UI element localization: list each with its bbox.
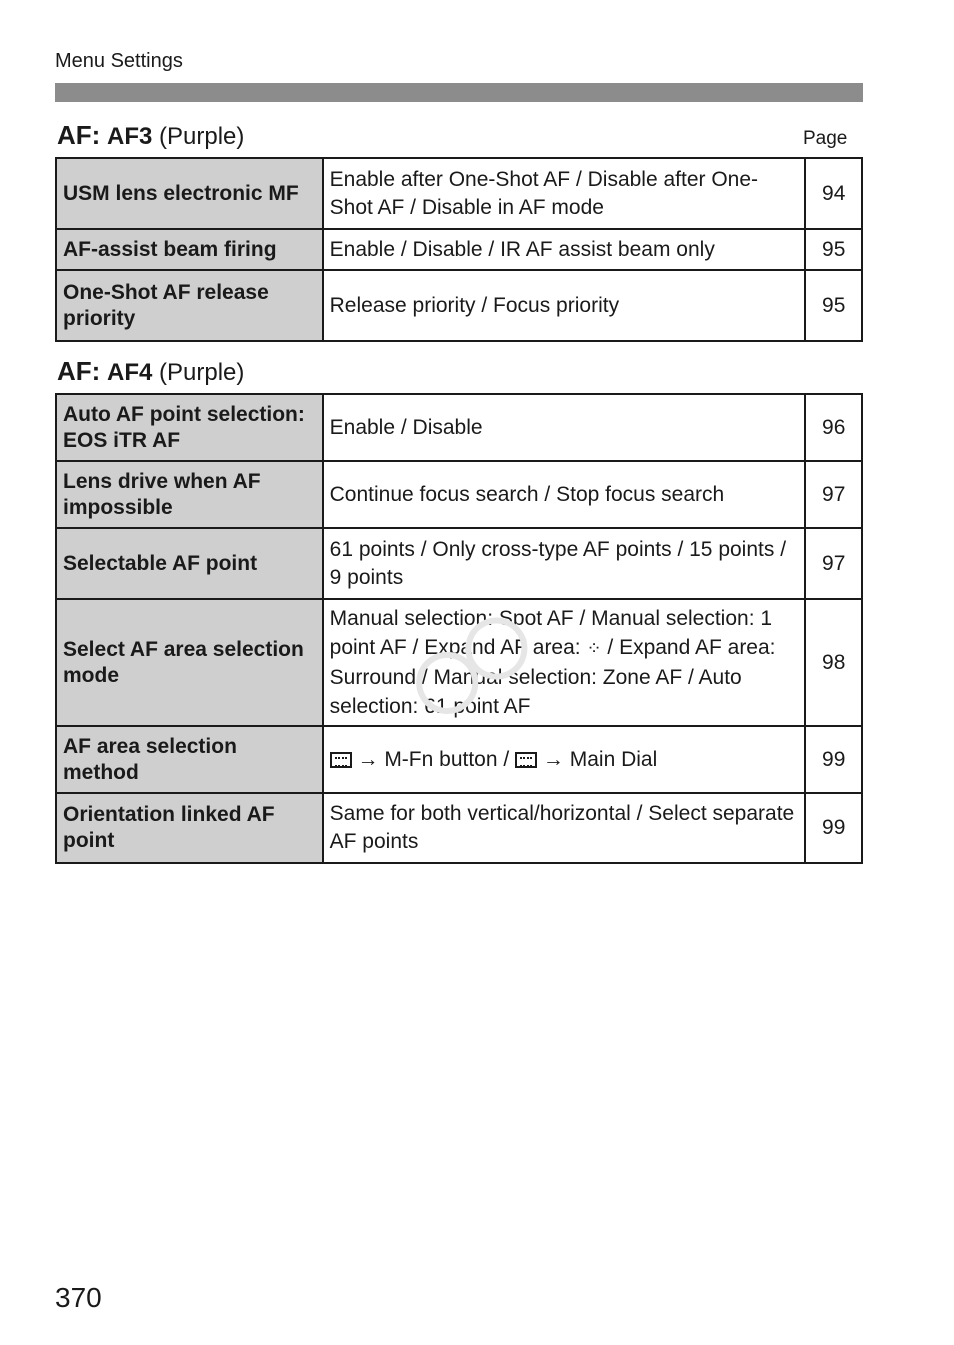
setting-name: Select AF area selection mode (56, 599, 323, 726)
setting-options: Enable / Disable (323, 394, 806, 461)
setting-options: Same for both vertical/horizontal / Select separate AF points (323, 793, 806, 863)
af-tab-icon: AF: (57, 120, 101, 150)
page-column-label: Page (803, 128, 848, 149)
setting-name: Orientation linked AF point (56, 793, 323, 863)
setting-name: AF-assist beam firing (56, 229, 323, 270)
af-area-select-button-icon (330, 752, 352, 768)
section-title-af4 (57, 356, 244, 387)
table-row (56, 726, 862, 793)
page-ref: 97 (805, 461, 862, 528)
setting-name: AF area selection method (56, 726, 323, 793)
section-color-label: (Purple) (159, 359, 245, 386)
section-title-af3 (57, 120, 244, 151)
expand-af-area-icon: ⁘ (586, 638, 602, 658)
page-ref: 99 (805, 726, 862, 793)
page-ref: 97 (805, 528, 862, 599)
options-text: → Main Dial (542, 747, 658, 771)
af4-settings-table (55, 393, 863, 864)
options-text: / Expand AF area: Surround / Manual selection: Zone AF / Auto selection: 61 point AF (329, 636, 776, 718)
af-area-select-button-icon (515, 752, 537, 768)
options-text: → M-Fn button / (357, 747, 516, 771)
table-row (56, 158, 862, 229)
af3-settings-table (55, 157, 863, 342)
page-ref: 95 (805, 229, 862, 270)
page-ref: 94 (805, 158, 862, 229)
header-bar (55, 83, 863, 102)
setting-options: Release priority / Focus priority (323, 270, 806, 341)
page-ref: 99 (805, 793, 862, 863)
setting-options: 61 points / Only cross-type AF points / 15 points / 9 points (323, 528, 806, 599)
setting-options (323, 599, 806, 726)
section-name: AF4 (107, 359, 153, 386)
table-row (56, 229, 862, 270)
table-row (56, 528, 862, 599)
setting-name: One-Shot AF release priority (56, 270, 323, 341)
page-ref: 95 (805, 270, 862, 341)
page-ref: 96 (805, 394, 862, 461)
section-name: AF3 (107, 123, 153, 150)
setting-name: USM lens electronic MF (56, 158, 323, 229)
table-row (56, 461, 862, 528)
page-ref: 98 (805, 599, 862, 726)
setting-name: Lens drive when AF impossible (56, 461, 323, 528)
section-color-label: (Purple) (159, 123, 245, 150)
setting-name: Auto AF point selection: EOS iTR AF (56, 394, 323, 461)
table-row (56, 793, 862, 863)
table-row (56, 394, 862, 461)
table-row (56, 270, 862, 341)
running-header: Menu Settings (55, 50, 183, 72)
setting-options: Enable / Disable / IR AF assist beam only (323, 229, 806, 270)
setting-options: Continue focus search / Stop focus search (323, 461, 806, 528)
setting-options (323, 726, 806, 793)
page-number: 370 (55, 1282, 102, 1313)
setting-name: Selectable AF point (56, 528, 323, 599)
table-row (56, 599, 862, 726)
options-text: Manual selection: Spot AF / Manual selection: 1 point AF / Expand AF area: (329, 607, 773, 659)
setting-options: Enable after One-Shot AF / Disable after One-Shot AF / Disable in AF mode (323, 158, 806, 229)
af-tab-icon: AF: (57, 356, 101, 386)
